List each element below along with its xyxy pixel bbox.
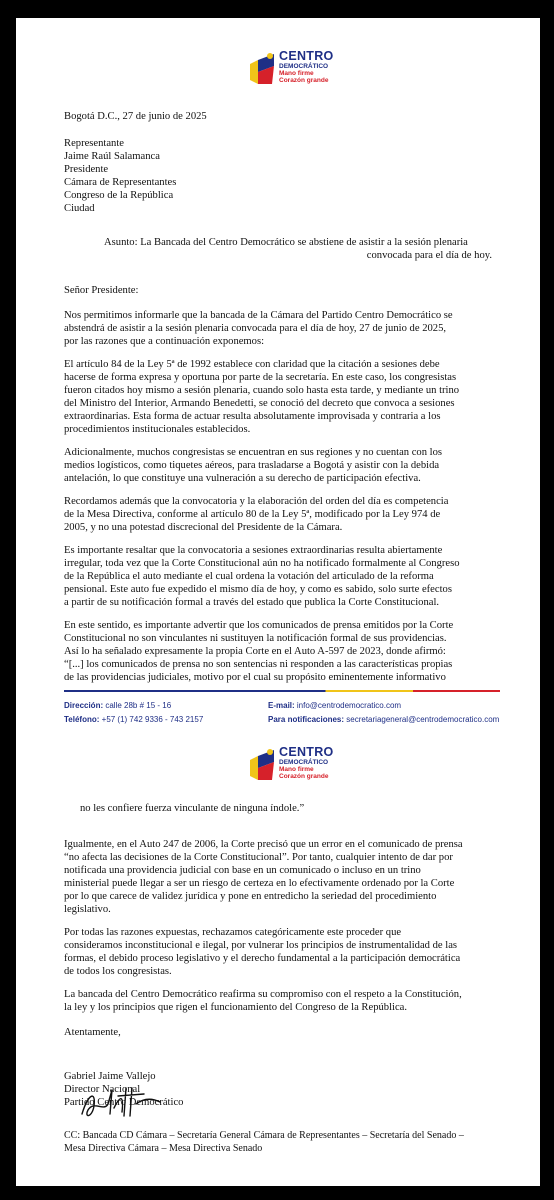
paragraph-line: “no afecta las decisiones de la Corte Constitucional”. Por tanto, cualquier intento de dar por <box>64 852 453 863</box>
recipient-line: Presidente <box>64 164 109 175</box>
footer-email-label: E-mail: <box>268 701 295 710</box>
paragraph-line: Así lo ha señalado expresamente la propia Corte en el Auto A-597 de 2023, donde afirmó: <box>64 646 446 657</box>
party-logo-icon <box>248 746 276 784</box>
paragraph-line: “[...] los comunicados de prensa no son sentencias ni responden a las características propias <box>64 659 453 670</box>
paragraph-line: Igualmente, en el Auto 247 de 2006, la Corte precisó que un error en el comunicado de prensa <box>64 839 463 850</box>
footer-divider <box>64 690 500 692</box>
letter-page-2 <box>16 740 540 1186</box>
footer-notif-link[interactable]: secretariageneral@centrodemocratico.com <box>346 715 500 724</box>
paragraph-line: Adicionalmente, muchos congresistas se encuentran en sus regiones y no cuentan con los <box>64 447 443 458</box>
paragraph-line: hacerse de forma expresa y oportuna por parte de la secretaría. En este caso, los congresistas <box>64 372 457 383</box>
paragraph-line: fueron citados hoy mismo a sesión plenaria, cuando solo hasta esta tarde, y mediante un trino <box>64 385 460 396</box>
paragraph-line: legislativo. <box>64 904 111 915</box>
paragraph-line: del Ministro del Interior, Armando Benedetti, se conoció del decreto que convoca a sesiones <box>64 398 455 409</box>
recipient-line: Cámara de Representantes <box>64 177 177 188</box>
paragraph-line: por las razones que a continuación exponemos: <box>64 336 265 347</box>
recipient-line: Representante <box>64 138 125 149</box>
closing: Atentamente, <box>64 1027 121 1038</box>
paragraph-line: de todos los congresistas. <box>64 966 172 977</box>
greeting: Señor Presidente: <box>64 285 139 296</box>
paragraph-line: En este sentido, es importante advertir que los comunicados de prensa emitidos por la Corte <box>64 620 454 631</box>
logo-brand-sub: DEMOCRÁTICO <box>279 758 329 766</box>
paragraph-line: consideramos inconstitucional e ilegal, por vulnerar los principios de instrumentalidad de las <box>64 940 458 951</box>
signer-name: Gabriel Jaime Vallejo <box>64 1071 156 1082</box>
footer-notif-label: Para notificaciones: <box>268 715 345 724</box>
recipient-line: Congreso de la República <box>64 190 174 201</box>
recipient-line: Jaime Raúl Salamanca <box>64 151 160 162</box>
paragraph-line: formas, el debido proceso legislativo y el derecho fundamental a la participación democrática <box>64 953 461 964</box>
letter-date: Bogotá D.C., 27 de junio de 2025 <box>64 111 207 122</box>
recipient-line: Ciudad <box>64 203 95 214</box>
paragraph-line: procedimientos institucionales establecidos. <box>64 424 251 435</box>
letter-page-1 <box>16 18 540 744</box>
party-logo-icon <box>248 50 276 88</box>
paragraph-line: ministerial puede llegar a ser un riesgo de certeza en lo efectivamente ordenado por la Corte <box>64 878 455 889</box>
cc-line: Mesa Directiva Cámara – Mesa Directiva Senado <box>64 1143 263 1154</box>
centro-democratico-logo <box>248 48 348 92</box>
paragraph-line: medios logísticos, como tiquetes aéreos, para trasladarse a Bogotá y asistir con la debida <box>64 460 440 471</box>
footer-address-label: Dirección: <box>64 701 104 710</box>
logo-slogan-1: Mano firme <box>279 70 314 77</box>
paragraph-line: de la República el auto mediante el cual ordena la votación del articulado de la reforma <box>64 571 434 582</box>
footer-email <box>268 701 401 710</box>
paragraph-line: de las providencias judiciales, motivo por el cual su propósito eminentemente informativo <box>64 672 446 683</box>
footer-phone <box>64 715 203 724</box>
paragraph-line: Por todas las razones expuestas, rechazamos categóricamente este proceder que <box>64 927 402 938</box>
paragraph-line: 2005, y no una potestad discrecional del Presidente de la Cámara. <box>64 522 343 533</box>
paragraph-line: notificada una providencia judicial con base en un comunicado o incluso en un trino <box>64 865 421 876</box>
logo-slogan-1: Mano firme <box>279 766 314 773</box>
centro-democratico-logo <box>248 744 348 788</box>
footer-phone-value: +57 (1) 742 9336 - 743 2157 <box>101 715 204 724</box>
footer-address-value: calle 28b # 15 - 16 <box>105 701 172 710</box>
logo-brand-name: CENTRO <box>279 745 334 759</box>
paragraph-line: Es importante resaltar que la convocatoria a sesiones extraordinarias resulta abiertamente <box>64 545 443 556</box>
footer-phone-label: Teléfono: <box>64 715 100 724</box>
paragraph-line: por lo que carece de validez jurídica y pone en entredicho la seriedad del procedimiento <box>64 891 437 902</box>
signer-title: Director Nacional <box>64 1084 141 1095</box>
paragraph-line: El artículo 84 de la Ley 5ª de 1992 establece con claridad que la citación a sesiones debe <box>64 359 440 370</box>
paragraph-line: Constitucional no son vinculantes ni sustituyen la notificación formal de sus providencias. <box>64 633 447 644</box>
cc-line: CC: Bancada CD Cámara – Secretaría General Cámara de Representantes – Secretaría del Senado – <box>64 1130 464 1141</box>
footer-notifications <box>268 715 499 724</box>
logo-slogan-2: Corazón grande <box>279 772 329 780</box>
subject-line: Asunto: La Bancada del Centro Democrático se abstiene de asistir a la sesión plenaria <box>104 237 468 248</box>
continued-quote: no les confiere fuerza vinculante de ninguna índole.” <box>80 803 305 814</box>
paragraph-line: Nos permitimos informarle que la bancada de la Cámara del Partido Centro Democrático se <box>64 310 453 321</box>
paragraph-line: a partir de su notificación formal a través del estado que publica la Corte Constitucional. <box>64 597 440 608</box>
paragraph-line: Recordamos además que la convocatoria y la elaboración del orden del día es competencia <box>64 496 449 507</box>
footer-email-link[interactable]: info@centrodemocratico.com <box>296 701 402 710</box>
paragraph-line: La bancada del Centro Democrático reafirma su compromiso con el respeto a la Constitución, <box>64 989 462 1000</box>
paragraph-line: de la Mesa Directiva, conforme al artículo 80 de la Ley 5ª, modificado por la Ley 974 de <box>64 509 441 520</box>
subject-line: convocada para el día de hoy. <box>366 250 492 261</box>
paragraph-line: abstendrá de asistir a la sesión plenaria convocada para el día de hoy, 27 de junio de 2025, <box>64 323 447 334</box>
paragraph-line: extraordinarias. Esta forma de actuar resulta absolutamente improvisada y contraria a los <box>64 411 441 422</box>
paragraph-line: pensional. Este auto fue expedido el mismo día de hoy, y como es sabido, solo surte efectos <box>64 584 452 595</box>
paragraph-line: la ley y los principios que rigen el funcionamiento del Congreso de la República. <box>64 1002 408 1013</box>
logo-brand-sub: DEMOCRÁTICO <box>279 62 329 70</box>
logo-brand-name: CENTRO <box>279 49 334 63</box>
signer-party: Partido Centro Democrático <box>64 1097 184 1108</box>
footer-address <box>64 701 171 710</box>
paragraph-line: antelación, lo que constituye una vulneración a su derecho de participación efectiva. <box>64 473 421 484</box>
logo-slogan-2: Corazón grande <box>279 76 329 84</box>
paragraph-line: irregular, toda vez que la Corte Constitucional aún no ha notificado formalmente al Congreso <box>64 558 460 569</box>
